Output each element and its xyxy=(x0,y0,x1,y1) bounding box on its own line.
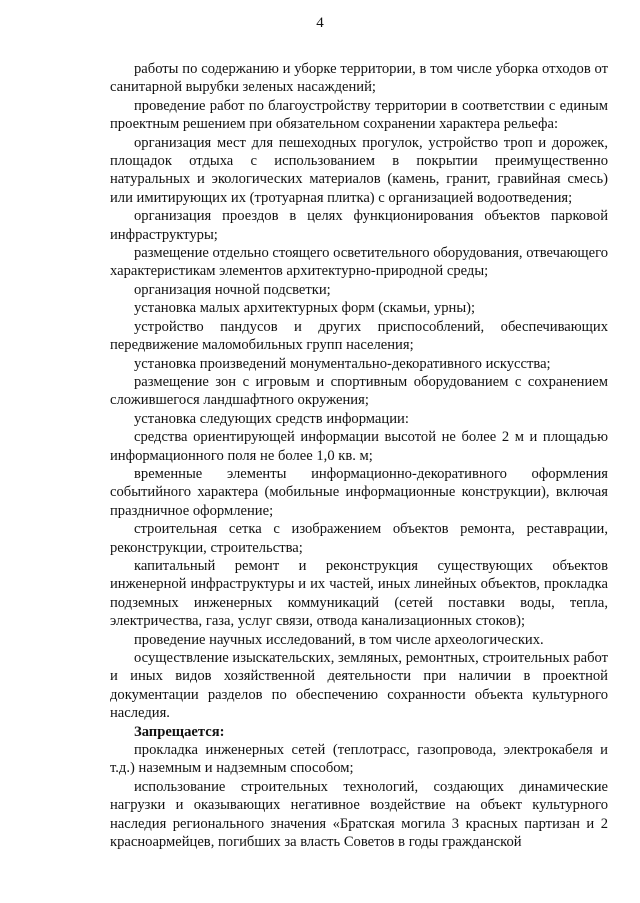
paragraph: установка малых архитектурных форм (скамьи, урны); xyxy=(134,300,476,317)
page-number: 4 xyxy=(316,15,324,31)
paragraph: прокладка инженерных сетей (теплотрасс, газопровода, электрокабеля и т.д.) наземным и надземным способом; xyxy=(110,742,608,777)
section-heading: Запрещается: xyxy=(134,723,225,740)
paragraph: работы по содержанию и уборке территории, в том числе уборка отходов от санитарной вырубки зеленых насаждений; xyxy=(110,61,608,96)
paragraph: капитальный ремонт и реконструкция существующих объектов инженерной инфраструктуры и их частей, иных линейных объектов, прокладка подземных инженерных коммуникаций (сетей поставки воды, тепла, электричества, газа, услуг связи, отвода канализационных стоков); xyxy=(110,557,608,630)
paragraph: проведение научных исследований, в том числе археологических. xyxy=(134,631,544,648)
paragraph: установка следующих средств информации: xyxy=(134,410,409,427)
paragraph: устройство пандусов и других приспособлений, обеспечивающих передвижение маломобильных групп населения; xyxy=(110,318,608,354)
paragraph: организация ночной подсветки; xyxy=(134,281,331,298)
paragraph: размещение зон с игровым и спортивным оборудованием с сохранением сложившегося ландшафтного окружения; xyxy=(110,373,608,409)
paragraph: осуществление изыскательских, земляных, ремонтных, строительных работ и иных видов хозяйственной деятельности при наличии в проектной документации разделов по обеспечению сохранности объекта культурного наследия. xyxy=(110,650,608,722)
paragraph: установка произведений монументально-декоративного искусства; xyxy=(134,355,551,372)
document-body xyxy=(110,60,608,851)
paragraph: строительная сетка с изображением объектов ремонта, реставрации, реконструкции, строительства; xyxy=(110,521,608,556)
paragraph: размещение отдельно стоящего осветительного оборудования, отвечающего характеристикам элементов архитектурно-природной среды; xyxy=(110,245,608,280)
paragraph: временные элементы информационно-декоративного оформления событийного характера (мобильные информационные конструкции), включая праздничное оформление; xyxy=(110,465,608,519)
paragraph: организация проездов в целях функционирования объектов парковой инфраструктуры; xyxy=(110,208,608,243)
paragraph: проведение работ по благоустройству территории в соответствии с единым проектным решением при обязательном сохранении характера рельефа: xyxy=(110,97,608,133)
paragraph: организация мест для пешеходных прогулок, устройство троп и дорожек, площадок отдыха с использованием в покрытии преимущественно натуральных и экологических материалов (камень, гранит, гравийная смесь) или имитирующих их (тротуарная плитка) с организацией водоотведения; xyxy=(110,134,608,206)
paragraph: использование строительных технологий, создающих динамические нагрузки и оказывающих негативное воздействие на объект культурного наследия регионального значения «Братская могила 3 красных партизан и 2 красноармейцев, погибших за власть Советов в годы гражданской xyxy=(110,778,608,851)
paragraph: средства ориентирующей информации высотой не более 2 м и площадью информационного поля не более 1,0 кв. м; xyxy=(110,429,608,464)
